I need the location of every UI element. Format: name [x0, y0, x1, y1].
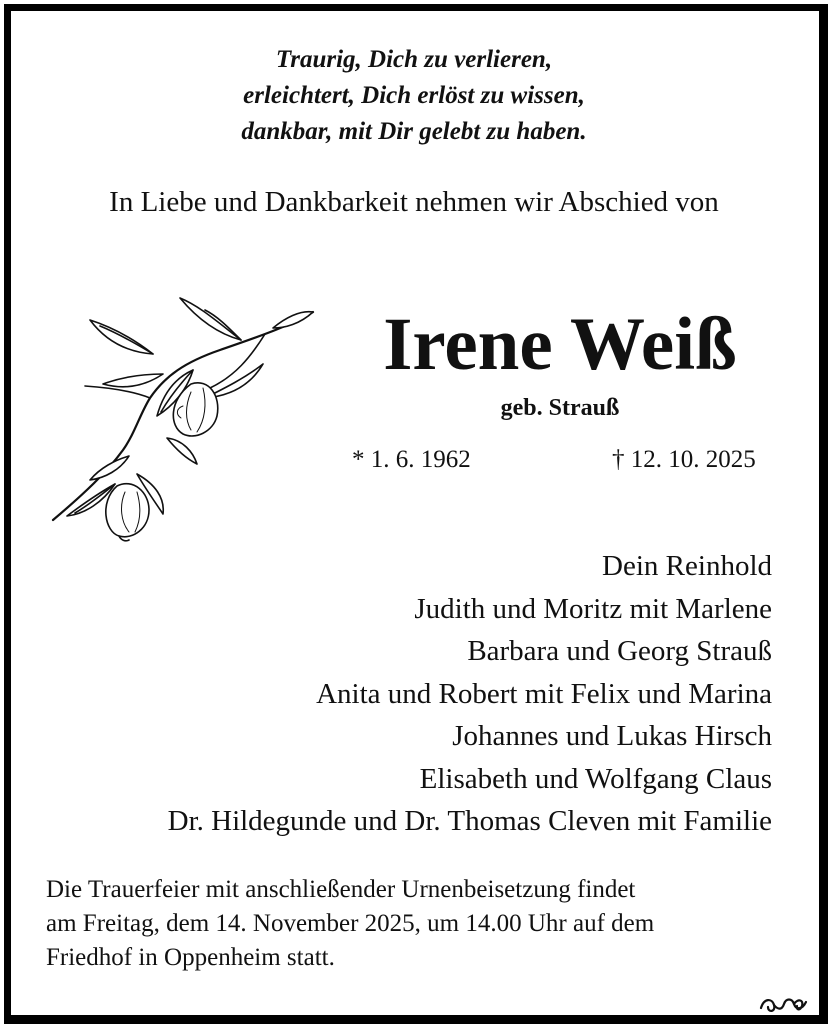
mourner-line: Barbara und Georg Strauß — [467, 635, 772, 667]
motto-line: Traurig, Dich zu verlieren, — [275, 46, 553, 73]
maiden-name: geb. Strauß — [500, 395, 620, 421]
motto-line: erleichtert, Dich erlöst zu wissen, — [243, 82, 585, 109]
mourner-line: Johannes und Lukas Hirsch — [452, 720, 772, 752]
death-date: † 12. 10. 2025 — [612, 446, 756, 473]
motto-line: dankbar, mit Dir gelebt zu haben. — [241, 118, 587, 145]
ceremony-line: Friedhof in Oppenheim statt. — [46, 944, 335, 971]
ceremony-line: Die Trauerfeier mit anschließender Urnenbeisetzung findet — [46, 876, 636, 903]
mourners-list — [168, 545, 772, 843]
mourner-line: Dr. Hildegunde und Dr. Thomas Cleven mit Familie — [167, 805, 772, 837]
mourner-line: Judith und Moritz mit Marlene — [414, 592, 772, 625]
mourner-line: Anita und Robert mit Felix und Marina — [316, 677, 772, 710]
motto-verse — [0, 42, 828, 150]
intro-text: In Liebe und Dankbarkeit nehmen wir Abschied von — [109, 186, 719, 218]
mourner-line: Dein Reinhold — [602, 550, 772, 582]
lemon-branch-icon — [45, 288, 320, 548]
deceased-name: Irene Weiß — [383, 303, 737, 386]
ceremony-notice — [46, 873, 776, 975]
flourish-icon — [758, 994, 810, 1016]
ceremony-line: am Freitag, dem 14. November 2025, um 14.00 Uhr auf dem — [46, 910, 655, 937]
mourner-line: Elisabeth und Wolfgang Claus — [419, 762, 772, 795]
birth-date: * 1. 6. 1962 — [352, 446, 471, 473]
